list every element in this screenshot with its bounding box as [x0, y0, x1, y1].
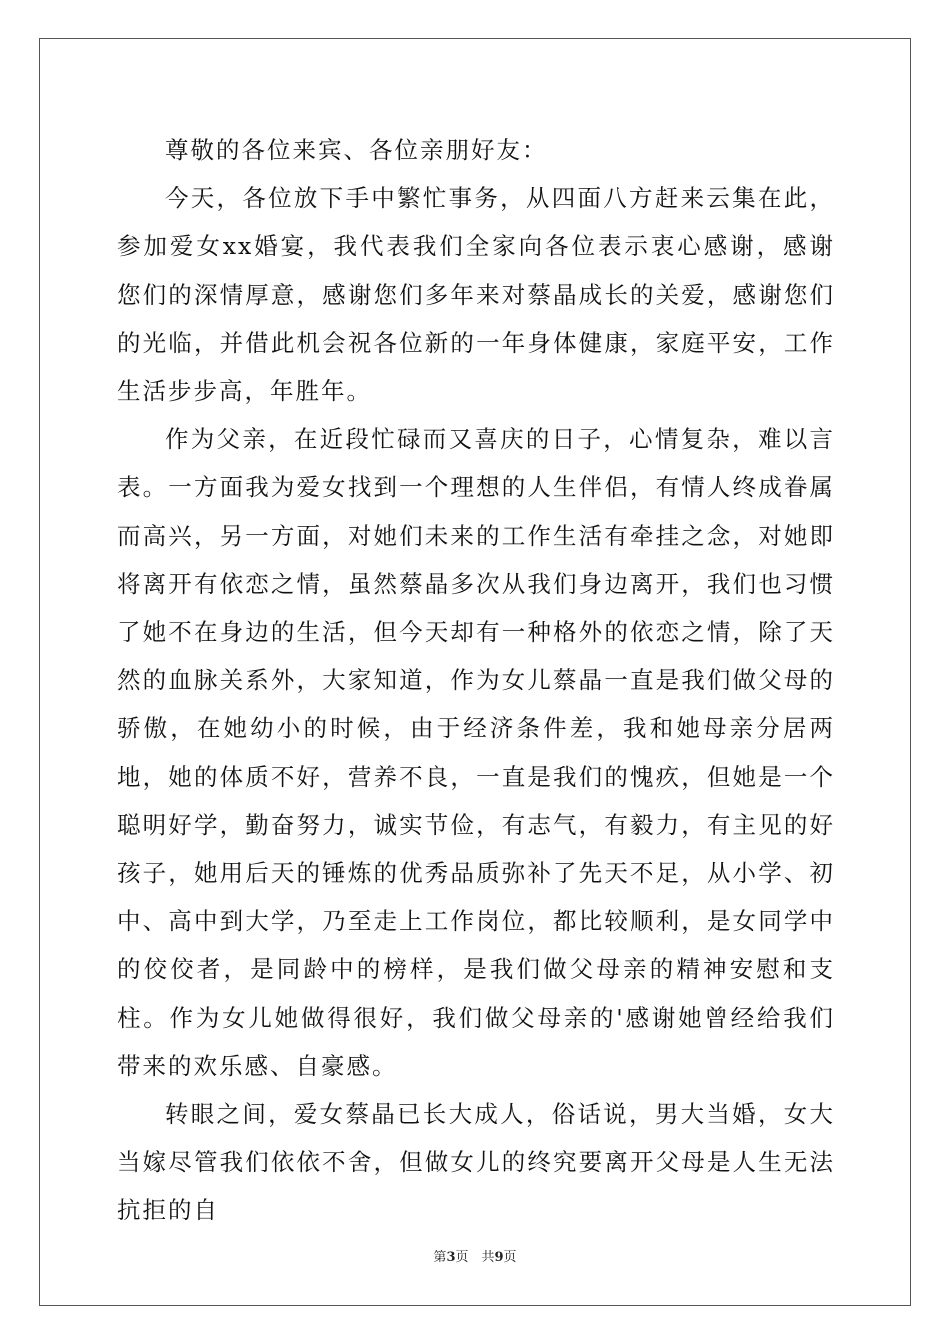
- page-label-mid: 页 共: [455, 1250, 495, 1265]
- page-footer: [0, 1246, 950, 1265]
- current-page-number: 3: [446, 1250, 456, 1265]
- total-page-number: 9: [494, 1250, 504, 1265]
- body-paragraph: 作为父亲，在近段忙碌而又喜庆的日子，心情复杂，难以言表。一方面我为爱女找到一个理想的人生伴侣，有情人终成眷属而高兴，另一方面，对她们未来的工作生活有牵挂之念，对她即将离开有依恋之情，虽然蔡晶多次从我们身边离开，我们也习惯了她不在身边的生活，但今天却有一种格外的依恋之情，除了天然的血脉关系外，大家知道，作为女儿蔡晶一直是我们做父母的骄傲，在她幼小的时候，由于经济条件差，我和她母亲分居两地，她的体质不好，营养不良，一直是我们的愧疚，但她是一个聪明好学，勤奋努力，诚实节俭，有志气，有毅力，有主见的好孩子，她用后天的锤炼的优秀品质弥补了先天不足，从小学、初中、高中到大学，乃至走上工作岗位，都比较顺利，是女同学中的佼佼者，是同龄中的榜样，是我们做父母亲的精神安慰和支柱。作为女儿她做得很好，我们做父母亲的'感谢她曾经给我们带来的欢乐感、自豪感。: [117, 425, 835, 1080]
- page-label-suffix: 页: [503, 1250, 517, 1265]
- body-paragraph: 转眼之间，爱女蔡晶已长大成人，俗话说，男大当婚，女大当嫁尽管我们依依不舍，但做女儿的终究要离开父母是人生无法抗拒的自: [117, 1100, 835, 1225]
- page-label-prefix: 第: [433, 1250, 447, 1265]
- document-body: [117, 126, 835, 1235]
- body-paragraph: 今天，各位放下手中繁忙事务，从四面八方赶来云集在此，参加爱女xx婚宴，我代表我们全家向各位表示衷心感谢，感谢您们的深情厚意，感谢您们多年来对蔡晶成长的关爱，感谢您们的光临，并借此机会祝各位新的一年身体健康，家庭平安，工作生活步步高，年胜年。: [117, 184, 835, 406]
- salutation-paragraph: 尊敬的各位来宾、各位亲朋好友：: [165, 136, 548, 164]
